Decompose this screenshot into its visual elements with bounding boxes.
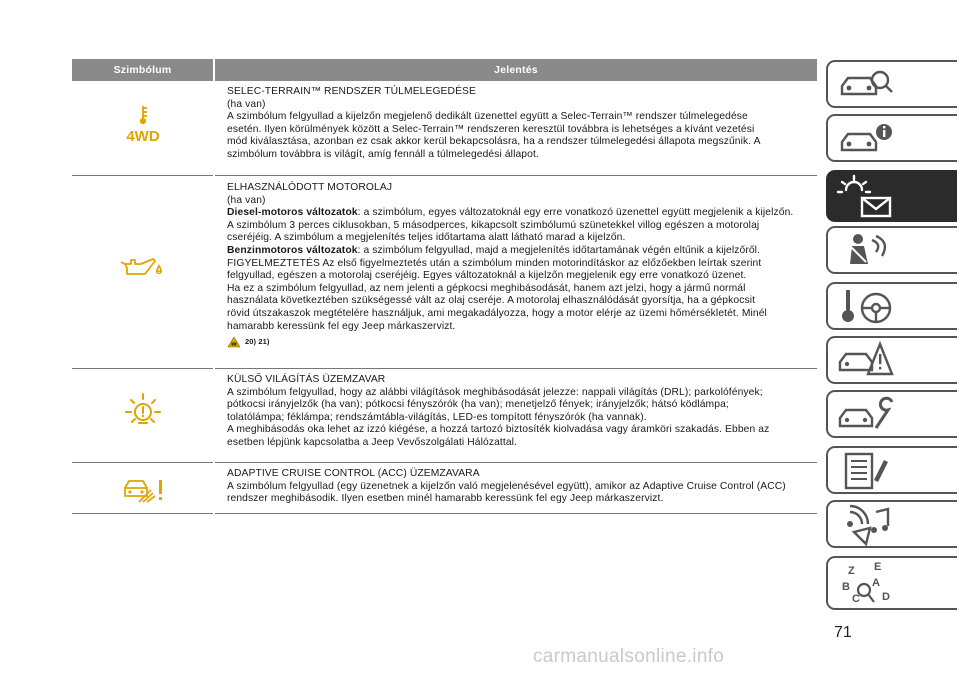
alphabet-index-icon [836, 560, 896, 608]
warning-light-message-icon [836, 174, 896, 220]
key-steering-wheel-icon [836, 286, 896, 328]
emergency-tab[interactable] [826, 336, 957, 384]
oil-can-icon [72, 252, 213, 282]
text-line: (ha van) [227, 98, 266, 110]
svg-text:D: D [882, 591, 890, 603]
warning-note-icon [227, 336, 241, 348]
multimedia-tab[interactable] [826, 500, 957, 548]
warning-lights-tab[interactable] [826, 170, 957, 222]
row-text-selec-terrain [227, 86, 817, 162]
text-line: (ha van) [227, 194, 266, 206]
table-row [72, 374, 817, 459]
multimedia-icon [836, 504, 896, 546]
text-line: használata következtében szükségessé vált az olaj cseréje. A motorolaj elhasználódását gyorsítja, ha a gépkocsit [227, 295, 756, 307]
text-line: A szimbólum felgyullad, hogy az alábbi világítások meghibásodását jelezze: nappali világítás (DRL); parkolófények; [227, 386, 763, 398]
row-heading: SELEC-TERRAIN™ RENDSZER TÚLMELEGEDÉSE [227, 86, 476, 97]
text-line: tolatólámpa; féklámpa; rendszámtábla-világítás, LED-es tompított fényszórók (ha vannak). [227, 411, 647, 423]
meaning-column-header: Jelentés [215, 59, 817, 81]
car-warning-triangle-icon [836, 340, 896, 382]
text-line: A szimbólum felgyullad a kijelzőn megjelenő dedikált üzenettel együtt a Selec-Terrain™ rendszer túlmelegedése [227, 111, 748, 123]
watermark: carmanualsonline.info [533, 646, 725, 667]
text-line [227, 245, 817, 258]
row-heading: ADAPTIVE CRUISE CONTROL (ACC) ÜZEMZAVARA [227, 468, 480, 479]
text-line: rövid útszakaszok megtételére használjuk, ami megakadályozza, hogy a motor elérje az üzemi hőmérsékletét. Minél [227, 307, 767, 319]
text-line: Ha ez a szimbólum felgyullad, az nem jelenti a gépkocsi meghibásodását, hanem azt jelzi, hogy a jármű normál [227, 282, 746, 294]
text-line: pótkocsi irányjelzők (ha van); pótkocsi fényszórók (ha van); menetjelző fények; irányjelzők; hátsó ködlámpa; [227, 399, 729, 411]
safety-tab[interactable] [826, 226, 957, 274]
exterior-light-fault-icon [72, 392, 213, 432]
maintenance-tab[interactable] [826, 390, 957, 438]
text-line: esetben lépjünk kapcsolatba a Jeep Vevőszolgálati Hálózattal. [227, 436, 518, 448]
row-divider [72, 513, 817, 514]
text-line: felgyullad, egészen a motorolaj cseréjéig. Egyes változatoknál a kijelzőn megjelenik egy erre vonatkozó üzenet. [227, 270, 747, 282]
text-line: A szimbólum felgyullad (egy üzenetnek a kijelzőn való megjelenésével együtt), amikor az Adaptive Cruise Control (ACC) [227, 480, 786, 492]
row-divider [72, 368, 817, 369]
row-divider [72, 462, 817, 463]
table-row [72, 86, 817, 174]
note-refs[interactable]: 20) 21) [245, 337, 270, 347]
driving-tab[interactable] [826, 282, 957, 330]
row-text-acc [227, 468, 817, 506]
text-line: rendszer meghibásodik. Ilyen esetben minél hamarabb keressünk fel egy Jeep márkaszervizt. [227, 493, 664, 505]
table-row [72, 468, 817, 510]
column-divider [213, 82, 215, 514]
car-info-icon [836, 118, 896, 160]
text-line: A meghibásodás oka lehet az izzó kiégése, a hozzá tartozó biztosíték kiolvadása vagy áramköri szakadás. Ebben az [227, 424, 770, 436]
diesel-term: Diesel-motoros változatok [227, 207, 358, 219]
acc-fault-icon [72, 476, 213, 504]
symbol-column-header: Szimbólum [72, 59, 213, 81]
row-heading: ELHASZNÁLÓDOTT MOTOROLAJ [227, 182, 393, 193]
svg-text:C: C [852, 593, 860, 605]
table-row [72, 182, 817, 365]
text-line: cseréjéig. A szimbólum a megjelenítés teljes időtartama alatt látható marad a kijelzőn. [227, 232, 626, 244]
text-line: hamarabb keressünk fel egy Jeep márkaszervizt. [227, 320, 456, 332]
svg-text:B: B [842, 581, 850, 593]
text-line: esetén. Ilyen körülmények között a Selec-Terrain™ rendszeren keresztül továbbra is lehetséges a kívánt vezetési [227, 123, 755, 135]
text-line: A szimbólum 3 perces ciklusokban, 5 másodperces, kikapcsolt szimbólumú szünetekkel villog egészen a motorolaj [227, 219, 760, 231]
page-number: 71 [834, 624, 852, 641]
checklist-icon [836, 450, 896, 492]
text-line: mód kiválasztása, azonban ez csak akkor kerül bekapcsolásra, ha a rendszer túlmelegedési állapota megszűnik. A [227, 136, 761, 148]
row-heading: KÜLSŐ VILÁGÍTÁS ÜZEMZAVAR [227, 374, 386, 385]
svg-text:Z: Z [848, 565, 855, 577]
text-line: FIGYELMEZTETÉS Az első figyelmeztetés után a szimbólum minden motorindításkor az előzőekben leírtak szerint [227, 257, 762, 269]
technical-data-tab[interactable] [826, 446, 957, 494]
note-reference [227, 336, 817, 349]
text-line: szimbólum továbbra is világít, amíg fennáll a túlmelegedési állapot. [227, 148, 539, 160]
text-line [227, 207, 817, 220]
benzin-term: Benzinmotoros változatok [227, 244, 358, 256]
svg-text:A: A [872, 577, 880, 589]
row-text-oil [227, 182, 817, 349]
row-divider [72, 175, 817, 176]
index-tab[interactable] [826, 556, 957, 610]
4wd-label: 4WD [125, 128, 160, 144]
svg-text:E: E [874, 561, 882, 573]
car-wrench-icon [836, 394, 896, 436]
diesel-text: : a szimbólum, egyes változatoknál egy erre vonatkozó üzenettel együtt megjelenik a kijelzőn. [357, 207, 794, 219]
car-search-tab[interactable] [826, 60, 957, 108]
car-info-tab[interactable] [826, 114, 957, 162]
seatbelt-airbag-icon [836, 230, 896, 272]
4wd-temperature-icon [72, 104, 213, 144]
car-magnifier-icon [836, 64, 896, 106]
row-text-exterior-light [227, 374, 817, 450]
benzin-text: : a szimbólum felgyullad, majd a megjelenítés időtartamának végén eltűnik a kijelzőről. [357, 244, 761, 256]
